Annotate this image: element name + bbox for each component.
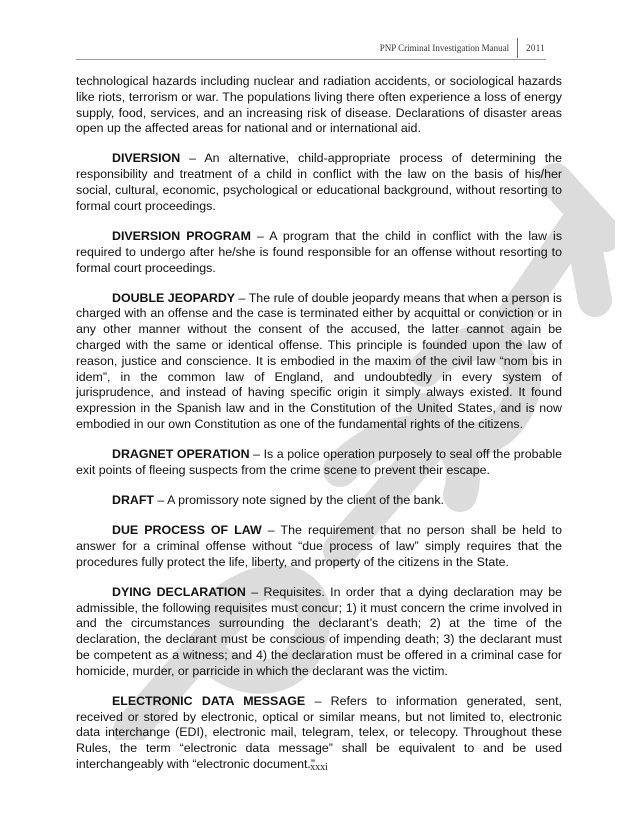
definition-term: DIVERSION PROGRAM bbox=[112, 228, 251, 243]
definition-text: The requirement that no person shall be held to answer for a criminal offense without “due process of law” simply requires that the procedures fully protect the life, liberty, and property of the citizens in the State. bbox=[76, 523, 562, 569]
definition-separator: – bbox=[249, 447, 264, 462]
document-body bbox=[76, 74, 562, 787]
definition-text: technological hazards including nuclear and radiation accidents, or sociological hazards like riots, terrorism or war. The populations living there often experience a loss of energy supply, food, services, and an increasing risk of disease. Declarations of disaster areas open up the affected areas for national and or international aid. bbox=[76, 74, 562, 136]
definition-term: DYING DECLARATION bbox=[112, 584, 246, 599]
definition-separator: – bbox=[245, 584, 264, 599]
definition-separator: – bbox=[261, 523, 281, 538]
header-title: PNP Criminal Investigation Manual bbox=[379, 43, 510, 53]
definition-term: DRAGNET OPERATION bbox=[112, 447, 250, 462]
definition-separator: – bbox=[250, 228, 270, 243]
definition-paragraph bbox=[76, 151, 562, 214]
header-year: 2011 bbox=[526, 43, 545, 53]
definition-text: A promissory note signed by the client of the bank. bbox=[167, 493, 444, 508]
definition-text: Refers to information generated, sent, received or stored by electronic, optical or similar means, but not limited to, electronic data interchange (EDI), electronic mail, telegram, telex, or telecopy. Throughout these Rules, the term “electronic data message” shall be equivalent to and be used interchangeably with “electronic document.” bbox=[76, 693, 562, 772]
definition-text: A program that the child in conflict with the law is required to undergo after he/she is found responsible for an offense without resorting to formal court proceedings. bbox=[76, 228, 563, 275]
header-rule bbox=[76, 59, 546, 60]
definition-paragraph bbox=[76, 694, 562, 773]
definition-paragraph bbox=[76, 493, 562, 509]
definition-text: The rule of double jeopardy means that when a person is charged with an offense and the case is terminated either by acquittal or conviction or in any other manner without the consent of the accused, the latter cannot again be charged with the same or identical offense. This principle is founded upon the law of reason, justice and conscience. It is embodied in the maxim of the civil law “nom bis in idem”, in the common law of England, and undoubtedly in every system of jurisprudence, and instead of having specific origin it simply always existed. It found expression in the Spanish law and in the Constitution of the United States, and is now embodied in our own Constitution as one of the fundamental rights of the citizens. bbox=[76, 290, 562, 432]
definition-paragraph bbox=[76, 523, 562, 570]
definition-text: Is a police operation purposely to seal off the probable exit points of fleeing suspects from the crime scene to prevent their escape. bbox=[76, 447, 562, 477]
definition-text: An alternative, child-appropriate process of determining the responsibility and treatment of a child in conflict with the law on the basis of his/her social, cultural, economic, psychological or educational background, without resorting to formal court proceedings. bbox=[76, 151, 563, 213]
definition-term: DRAFT bbox=[112, 493, 154, 508]
definition-separator: – bbox=[180, 151, 205, 166]
definition-term: DOUBLE JEOPARDY bbox=[112, 290, 236, 305]
definition-text: Requisites. In order that a dying declaration may be admissible, the following requisites must concur; 1) it must concern the crime involved in and the circumstances surrounding the declarant’s death; 2) at the time of the declaration, the declarant must be conscious of impending death; 3) the declarant must be competent as a witness; and 4) the declaration must be offered in a criminal case for homicide, murder, or parricide in which the declarant was the victim. bbox=[76, 584, 563, 678]
definition-paragraph bbox=[76, 447, 562, 479]
definition-separator: – bbox=[235, 290, 249, 305]
definition-term: DIVERSION bbox=[112, 151, 181, 166]
definition-paragraph bbox=[76, 291, 562, 433]
definition-separator: – bbox=[153, 493, 168, 508]
continued-paragraph bbox=[76, 74, 562, 137]
definition-paragraph bbox=[76, 229, 562, 276]
definition-term: ELECTRONIC DATA MESSAGE bbox=[112, 693, 306, 708]
page-number: xxxi bbox=[310, 762, 328, 773]
definition-separator: – bbox=[305, 693, 331, 708]
definition-term: DUE PROCESS OF LAW bbox=[112, 523, 262, 538]
watermark-stroke-7 bbox=[555, 180, 605, 235]
definition-paragraph bbox=[76, 585, 562, 680]
running-header bbox=[380, 38, 545, 58]
